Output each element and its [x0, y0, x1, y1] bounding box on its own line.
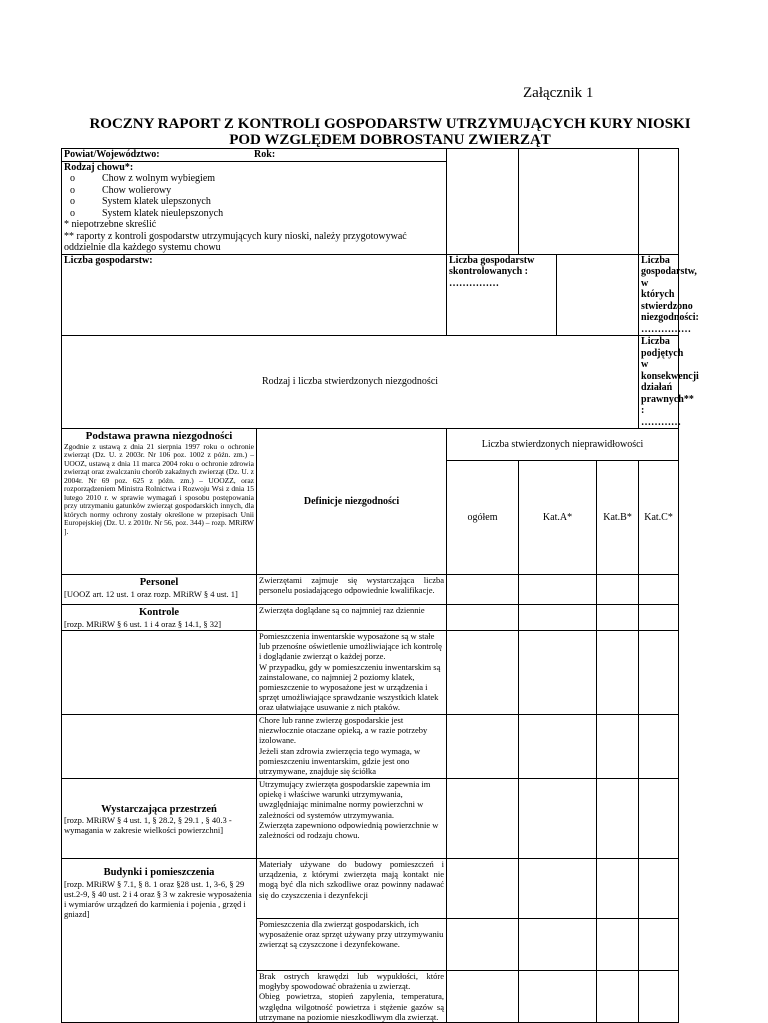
cat-a-input[interactable]	[519, 575, 597, 605]
definitions-header: Definicje niezgodności	[257, 429, 447, 575]
table-row	[62, 605, 679, 631]
total-input[interactable]	[447, 631, 519, 715]
note-2: ** raporty z kontroli gospodarstw utrzymujących kury nioski, należy przygotowywać oddzielnie dla każdego systemu chowu	[64, 230, 407, 253]
cat-b-input[interactable]	[597, 779, 639, 859]
cat-c-input[interactable]	[639, 631, 679, 715]
cat-a-input[interactable]	[519, 779, 597, 859]
total-input[interactable]	[447, 859, 519, 919]
definition-cell: Pomieszczenia inwentarskie wyposażone są w stałe lub przenośne oświetlenie umożliwiające ich kontrolę i doglądanie zwierząt o każdej porze. W przypadku, gdy w pomieszczeniu inwentarskim są zainstalowane, co najmniej 2 poziomy klatek, pomieszczenie to wyposażone jest w urządzenia i sprzęt umożliwiające sprawdzanie wszystkich klatek oraz ułatwiające usuwanie z nich ptaków.	[257, 631, 447, 715]
title-line-1: ROCZNY RAPORT Z KONTROLI GOSPODARSTW UTRZYMUJĄCYCH KURY NIOSKI	[89, 116, 691, 132]
legal-basis-title: Podstawa prawna niezgodności	[85, 430, 233, 442]
controlled-label: Liczba gospodarstw skontrolowanych :	[449, 254, 535, 277]
breeding-options	[64, 173, 444, 219]
option-bullet: o	[70, 173, 75, 184]
option-bullet: o	[70, 207, 75, 219]
table-row	[62, 575, 679, 605]
section-cell	[62, 859, 257, 1023]
cat-c-input[interactable]	[639, 715, 679, 779]
blank-cell-4[interactable]	[557, 254, 639, 336]
cat-c-input[interactable]	[639, 605, 679, 631]
cat-b-input[interactable]	[597, 971, 639, 1023]
cat-b-header: Kat.B*	[597, 461, 639, 575]
section-ref: [rozp. MRiRW § 4 ust. 1, § 28.2, § 29.1 , § 40.3 - wymagania w zakresie wielkości powierzchni]	[64, 815, 232, 836]
report-table	[61, 148, 699, 1023]
option-label: System klatek ulepszonych	[102, 196, 211, 207]
blank-cell-2[interactable]	[519, 149, 639, 255]
cat-b-input[interactable]	[597, 605, 639, 631]
breeding-type-label: Rodzaj chowu*:	[64, 161, 134, 173]
farms-count-cell[interactable]	[62, 254, 447, 336]
cat-a-input[interactable]	[519, 919, 597, 971]
option-bullet: o	[70, 184, 75, 196]
region-label: Powiat/Województwo:	[64, 149, 160, 160]
total-input[interactable]	[447, 715, 519, 779]
option-bullet: o	[70, 196, 75, 207]
definition-cell: Zwierzęta doglądane są co najmniej raz dziennie	[257, 605, 447, 631]
breeding-type-cell[interactable]	[62, 161, 447, 254]
cat-b-input[interactable]	[597, 631, 639, 715]
controlled-cell[interactable]	[447, 254, 557, 336]
section-cell	[62, 605, 257, 631]
total-input[interactable]	[447, 919, 519, 971]
cat-c-header: Kat.C*	[639, 461, 679, 575]
noncompliance-cell[interactable]	[639, 254, 699, 336]
blank-cell-1[interactable]	[447, 149, 519, 255]
cat-c-input[interactable]	[639, 919, 679, 971]
total-input[interactable]	[447, 971, 519, 1023]
report-title	[60, 116, 720, 148]
blank-cell-3[interactable]	[639, 149, 679, 255]
year-label: Rok:	[254, 149, 276, 160]
table-row	[62, 779, 679, 859]
definition-cell: Chore lub ranne zwierzę gospodarskie jest niezwłocznie otaczane opieką, a w razie potrzeby izolowane. Jeżeli stan zdrowia zwierzęcia tego wymaga, w pomieszczeniu inwentarskim, gdzie jest ono utrzymywane, znajduje się ściółka	[257, 715, 447, 779]
table-row	[62, 715, 679, 779]
irregularities-header: Liczba stwierdzonych nieprawidłowości	[447, 429, 679, 461]
cat-a-input[interactable]	[519, 605, 597, 631]
cat-b-input[interactable]	[597, 575, 639, 605]
section-ref: [rozp. MRiRW § 7.1, § 8. 1 oraz §28 ust. 1, 3-6, § 29 ust.2-9, § 40 ust. 2 i 4 oraz § 3 w zakresie wyposażenia i wymiarów urządzeń do karmienia i pojenia , grzęd i gniazd]	[64, 878, 252, 920]
noncompliance-label: Liczba gospodarstw, w których stwierdzono niezgodności:	[641, 254, 699, 323]
option-item[interactable]	[70, 173, 444, 185]
definition-cell: Utrzymujący zwierzęta gospodarskie zapewnia im opiekę i właściwe warunki utrzymywania, uwzględniając minimalne normy powierzchni w zależności od systemów utrzymywania. Zwierzęta zapewniono odpowiednią powierzchnie w zależności od rodzaju chowu.	[257, 779, 447, 859]
section-cell	[62, 575, 257, 605]
cat-a-input[interactable]	[519, 971, 597, 1023]
option-item[interactable]	[70, 208, 444, 220]
cat-b-input[interactable]	[597, 715, 639, 779]
cat-c-input[interactable]	[639, 859, 679, 919]
table-row	[62, 631, 679, 715]
total-input[interactable]	[447, 575, 519, 605]
cat-a-header: Kat.A*	[519, 461, 597, 575]
total-input[interactable]	[447, 605, 519, 631]
total-input[interactable]	[447, 779, 519, 859]
option-item[interactable]	[70, 185, 444, 197]
kind-label: Rodzaj i liczba stwierdzonych niezgodności	[261, 376, 439, 388]
kind-cell	[62, 336, 639, 429]
section-title: Personel	[139, 577, 179, 588]
section-cell	[62, 779, 257, 859]
definition-cell: Materiały używane do budowy pomieszczeń i urządzenia, z którymi zwierzęta mają kontakt nie mogą być dla nich szkodliwe oraz powinny nadawać się do czyszczenia i dezynfekcji	[257, 859, 447, 919]
title-line-2: POD WZGLĘDEM DOBROSTANU ZWIERZĄT	[229, 132, 551, 148]
cat-b-input[interactable]	[597, 919, 639, 971]
section-title: Wystarczająca przestrzeń	[101, 803, 217, 815]
section-ref: [UOOZ art. 12 ust. 1 oraz rozp. MRiRW § 4 ust. 1]	[64, 588, 238, 599]
total-header: ogółem	[447, 461, 519, 575]
table-row	[62, 859, 679, 919]
legal-basis-text: Zgodnie z ustawą z dnia 21 sierpnia 1997 roku o ochronie zwierząt (Dz. U. z 2003r. Nr 106 poz. 1002 z późn. zm.) – UOOZ, ustawą z dnia 11 marca 2004 roku o ochronie zdrowia zwierząt oraz zwalczaniu chorób zakaźnych zwierząt (Dz. U. z 2004r. Nr 69 poz. 625 z późn. zm.) – UOOZZ, oraz rozporządzeniem Ministra Rolnictwa i Rozwoju Wsi z dnia 15 lutego 2010 r. w sprawie wymagań i sposobu postępowania przy utrzymaniu gatunków zwierząt gospodarskich innych, dla których normy ochrony zostały określone w przepisach Unii Europejskiej (Dz. U. z 2010r. Nr 56, poz. 344) – rozp. MRiRW ].	[64, 441, 254, 536]
definition-cell: Brak ostrych krawędzi lub wypukłości, które mogłyby spowodować obrażenia u zwierząt. Obieg powietrza, stopień zapylenia, temperatura, względna wilgotność powietrza i stężenie gazów są utrzymane na poziomie nieszkodliwym dla zwierząt.	[257, 971, 447, 1023]
section-title: Kontrole	[138, 607, 180, 618]
option-item[interactable]	[70, 196, 444, 208]
annex-label: Załącznik 1	[523, 85, 594, 101]
actions-cell[interactable]	[639, 336, 699, 429]
cat-b-input[interactable]	[597, 859, 639, 919]
controlled-dots: ……………	[449, 277, 500, 289]
cat-a-input[interactable]	[519, 631, 597, 715]
option-label: Chow wolierowy	[102, 184, 172, 196]
legal-basis-cell	[62, 429, 257, 575]
actions-label: Liczba podjętych w konsekwencji działań prawnych** :	[641, 336, 699, 416]
actions-dots: …………	[641, 416, 682, 428]
section-cell	[62, 715, 257, 779]
region-cell[interactable]	[62, 149, 447, 162]
cat-c-input[interactable]	[639, 779, 679, 859]
cat-a-input[interactable]	[519, 859, 597, 919]
noncompliance-dots: ……………	[641, 323, 692, 335]
cat-a-input[interactable]	[519, 715, 597, 779]
cat-c-input[interactable]	[639, 575, 679, 605]
section-cell	[62, 631, 257, 715]
definition-cell: Zwierzętami zajmuje się wystarczająca liczba personelu posiadającego odpowiednie kwalifikacje.	[257, 575, 447, 605]
section-ref: [rozp. MRiRW § 6 ust. 1 i 4 oraz § 14.1, § 32]	[64, 618, 222, 629]
farms-count-label: Liczba gospodarstw:	[64, 254, 153, 266]
option-label: Chow z wolnym wybiegiem	[102, 173, 216, 184]
definition-cell: Pomieszczenia dla zwierząt gospodarskich, ich wyposażenie oraz sprzęt używany przy utrzymywaniu zwierząt są czyszczone i dezynfekowane.	[257, 919, 447, 971]
option-label: System klatek nieulepszonych	[102, 207, 224, 219]
note-1: * niepotrzebne skreślić	[64, 219, 157, 230]
cat-c-input[interactable]	[639, 971, 679, 1023]
section-title: Budynki i pomieszczenia	[103, 867, 215, 878]
